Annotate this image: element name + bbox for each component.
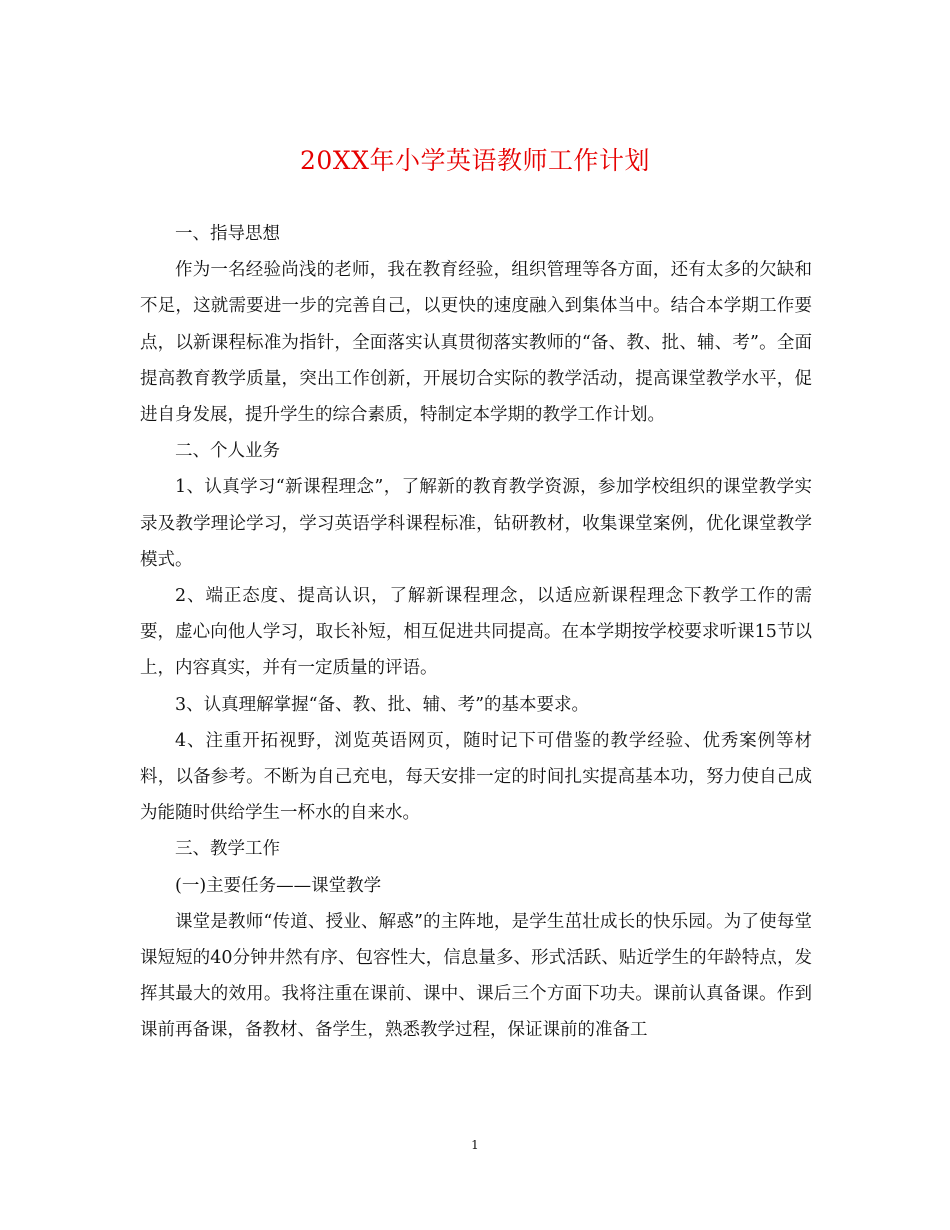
subsection-heading-classroom-teaching: (一)主要任务——课堂教学	[175, 875, 382, 896]
paragraph-personal-item-2: 2、端正态度、提高认识，了解新课程理念，以适应新课程理念下教学工作的需要，虚心向他人学习，取长补短，相互促进共同提高。在本学期按学校要求听课15节以上，内容真实，并有一定质量的评语。	[140, 586, 812, 679]
paragraph-personal-item-4: 4、注重开拓视野，浏览英语网页，随时记下可借鉴的教学经验、优秀案例等材料，以备参考。不断为自己充电，每天安排一定的时间扎实提高基本功，努力使自己成为能随时供给学生一杯水的自来水。	[140, 730, 812, 824]
paragraph-personal-item-1: 1、认真学习“新课程理念”，了解新的教育教学资源，参加学校组织的课堂教学实录及教学理论学习，学习英语学科课程标准，钻研教材，收集课堂案例，优化课堂教学模式。	[140, 477, 812, 570]
section-heading-teaching-work: 三、教学工作	[175, 839, 280, 860]
paragraph-personal-item-3: 3、认真理解掌握“备、教、批、辅、考”的基本要求。	[175, 694, 590, 715]
page-number: 1	[471, 1138, 479, 1152]
section-heading-guiding-ideology: 一、指导思想	[175, 224, 280, 244]
document-title: 20XX年小学英语教师工作计划	[300, 146, 650, 175]
paragraph-guiding-ideology: 作为一名经验尚浅的老师，我在教育经验，组织管理等各方面，还有太多的欠缺和不足，这就需要进一步的完善自己，以更快的速度融入到集体当中。结合本学期工作要点，以新课程标准为指针，全面落实认真贯彻落实教师的“备、教、批、辅、考”。全面提高教育教学质量，突出工作创新，开展切合实际的教学活动，提高课堂教学水平，促进自身发展，提升学生的综合素质，特制定本学期的教学工作计划。	[140, 260, 812, 426]
paragraph-classroom-teaching: 课堂是教师“传道、授业、解惑”的主阵地，是学生茁壮成长的快乐园。为了使每堂课短短的40分钟井然有序、包容性大，信息量多、形式活跃、贴近学生的年龄特点，发挥其最大的效用。我将注重在课前、课中、课后三个方面下功夫。课前认真备课。作到课前再备课，备教材、备学生，熟悉教学过程，保证课前的准备工	[140, 911, 812, 1041]
section-heading-personal-work: 二、个人业务	[175, 441, 280, 462]
document-body	[140, 216, 812, 1049]
